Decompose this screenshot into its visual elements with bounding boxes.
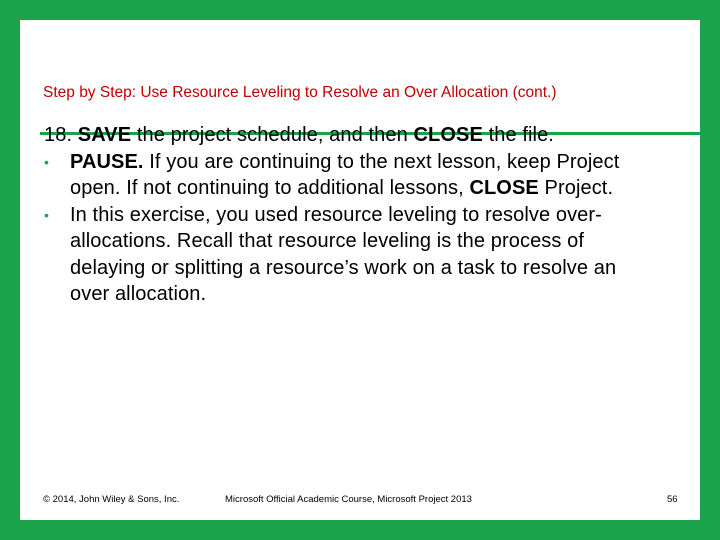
step-bold-close: CLOSE — [413, 124, 483, 146]
bullet-exercise-line-1 — [44, 202, 684, 229]
step-text-2: the file. — [488, 124, 554, 146]
bullet-bold-close: CLOSE — [469, 177, 539, 199]
bullet-exercise-line-3: delaying or splitting a resource’s work on a task to resolve an — [70, 256, 617, 279]
step-number: 18. — [44, 124, 73, 146]
bullet-pause-text: If you are continuing to the next lesson, keep Project — [149, 150, 620, 173]
bullet-exercise-line-4: over allocation. — [70, 283, 207, 305]
bullet-exercise-line-2: allocations. Recall that resource leveling is the process of — [70, 230, 585, 252]
slide-body — [44, 122, 684, 308]
bullet-pause-text-3: Project. — [544, 177, 614, 199]
step-text-1: the project schedule, and then — [136, 124, 408, 146]
footer-page-number: 56 — [667, 494, 678, 505]
bullet-exercise-text: In this exercise, you used resource leveling to resolve over- — [70, 203, 602, 226]
bullet-pause-line-1 — [44, 149, 684, 176]
footer-course: Microsoft Official Academic Course, Microsoft Project 2013 — [225, 494, 472, 505]
bullet-marker: • — [44, 153, 50, 170]
footer-copyright: © 2014, John Wiley & Sons, Inc. — [43, 494, 180, 505]
bullet-marker: • — [44, 206, 50, 223]
bullet-pause-text-2: open. If not continuing to additional lessons, — [70, 177, 464, 199]
slide — [20, 20, 700, 520]
bullet-pause-line-2 — [44, 175, 684, 202]
step-bold-save: SAVE — [77, 124, 132, 146]
slide-title: Step by Step: Use Resource Leveling to Resolve an Over Allocation (cont.) — [43, 84, 557, 101]
step-18 — [44, 122, 684, 149]
bullet-bold-pause: PAUSE. — [70, 150, 144, 173]
